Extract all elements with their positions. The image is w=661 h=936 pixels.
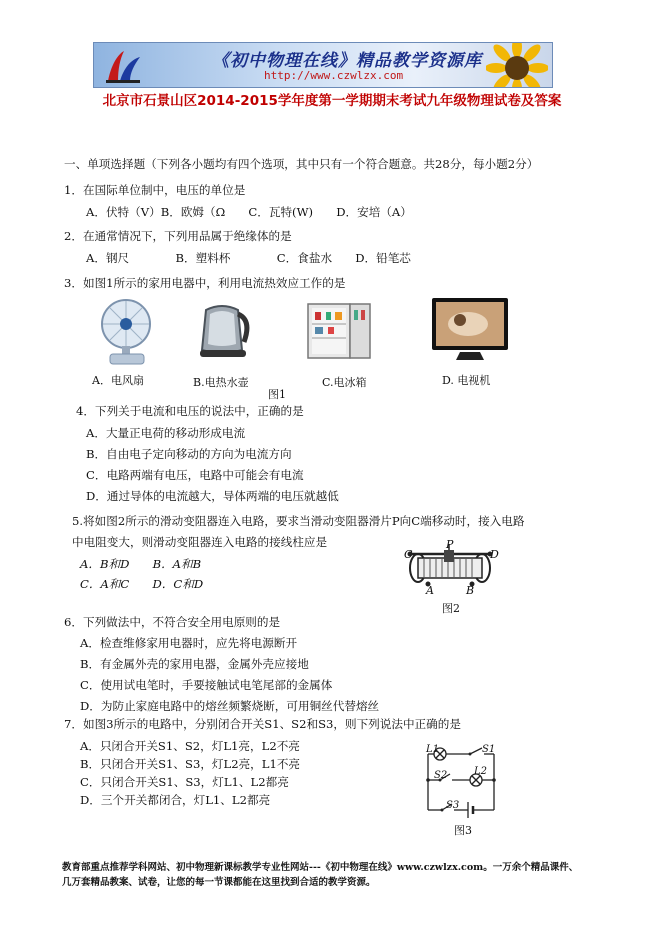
figure-3-label-s1: S1 [482, 744, 496, 755]
figure-2-label-b: B [466, 584, 475, 597]
figure-2-label-c: C [404, 548, 413, 561]
q2-options: A．钢尺 B．塑料杯 C．食盐水 D．铅笔芯 [86, 251, 411, 265]
q4-option-d: D．通过导体的电流越大，导体两端的电压就越低 [86, 489, 339, 503]
q2-stem: 2．在通常情况下，下列用品属于绝缘体的是 [64, 229, 292, 243]
footer-line-1: 教育部重点推荐学科网站、初中物理新课标教学专业性网站---《初中物理在线》www.czwlzx.com。一万余个精品课件、 [62, 862, 579, 873]
q3-caption-b: B.电热水壶 [193, 376, 249, 389]
electric-fan-icon [96, 298, 162, 366]
q5-options-row1: A．B和D B．A和B [80, 557, 202, 571]
q6-option-a: A．检查维修家用电器时，应先将电源断开 [80, 636, 298, 650]
figure-3-label-s2: S2 [434, 770, 448, 781]
document-title: 北京市石景山区2014-2015学年度第一学期期末考试九年级物理试卷及答案 [102, 93, 562, 109]
q3-caption-d: D. 电视机 [442, 374, 491, 387]
q5-stem-line1: 5.将如图2所示的滑动变阻器连入电路，要求当滑动变阻器滑片P向C端移动时，接入电路 [72, 514, 525, 528]
q4-option-c: C．电路两端有电压，电路中可能会有电流 [86, 468, 304, 482]
q1-options: A．伏特（V）B．欧姆（Ω C．瓦特(W) D．安培（A） [86, 205, 412, 219]
q4-option-b: B．自由电子定向移动的方向为电流方向 [86, 447, 292, 461]
figure-3-label-l2: L2 [474, 766, 488, 777]
figure-3-label: 图3 [454, 824, 472, 837]
sunflower-icon [486, 42, 548, 88]
section-heading: 一、单项选择题（下列各小题均有四个选项，其中只有一个符合题意。共28分，每小题2分） [64, 157, 539, 171]
figure-3-label-l1: L1 [426, 744, 440, 755]
q6-option-b: B．有金属外壳的家用电器，金属外壳应接地 [80, 657, 309, 671]
q4-stem: 4．下列关于电流和电压的说法中，正确的是 [76, 404, 304, 418]
figure-2-label-a: A [426, 584, 434, 597]
footer-line-2: 几万套精品教案、试卷，让您的每一节课都能在这里找到合适的教学资源。 [62, 877, 376, 888]
q1-stem: 1．在国际单位制中，电压的单位是 [64, 183, 246, 197]
q5-options-row2: C．A和C D．C和D [80, 577, 204, 591]
header-banner [93, 42, 553, 88]
q7-option-b: B．只闭合开关S1、S3，灯L2亮，L1不亮 [80, 757, 301, 771]
q3-stem: 3．如图1所示的家用电器中，利用电流热效应工作的是 [64, 276, 346, 290]
q7-option-d: D．三个开关都闭合，灯L1、L2都亮 [80, 793, 271, 807]
q7-option-a: A．只闭合开关S1、S2，灯L1亮，L2不亮 [80, 739, 300, 753]
site-logo-icon [102, 47, 144, 85]
banner-url: http://www.czwlzx.com [264, 69, 404, 82]
figure-2-label-d: D [490, 548, 499, 561]
figure-1-label: 图1 [268, 388, 286, 401]
q3-caption-a: A．电风扇 [92, 374, 144, 387]
q6-option-c: C．使用试电笔时，手要接触试电笔尾部的金属体 [80, 678, 333, 692]
q6-stem: 6．下列做法中，不符合安全用电原则的是 [64, 615, 281, 629]
q4-option-a: A．大量正电荷的移动形成电流 [86, 426, 246, 440]
q5-stem-line2: 中电阻变大，则滑动变阻器连入电路的接线柱应是 [72, 535, 328, 549]
television-icon [430, 296, 510, 364]
electric-kettle-icon [192, 298, 256, 360]
banner-title: 《初中物理在线》精品教学资源库 [212, 51, 482, 71]
page-footer [62, 860, 622, 890]
q6-option-d: D．为防止家庭电路中的熔丝频繁烧断，可用铜丝代替熔丝 [80, 699, 380, 713]
figure-2-label: 图2 [442, 602, 460, 615]
q3-caption-c: C.电冰箱 [322, 376, 367, 389]
refrigerator-icon [306, 300, 372, 362]
q7-option-c: C．只闭合开关S1、S3，灯L1、L2都亮 [80, 775, 289, 789]
circuit-diagram [418, 744, 502, 824]
figure-3-label-s3: S3 [446, 800, 460, 811]
q7-stem: 7．如图3所示的电路中，分别闭合开关S1、S2和S3，则下列说法中正确的是 [64, 717, 461, 731]
figure-2-label-p: P [446, 538, 454, 551]
